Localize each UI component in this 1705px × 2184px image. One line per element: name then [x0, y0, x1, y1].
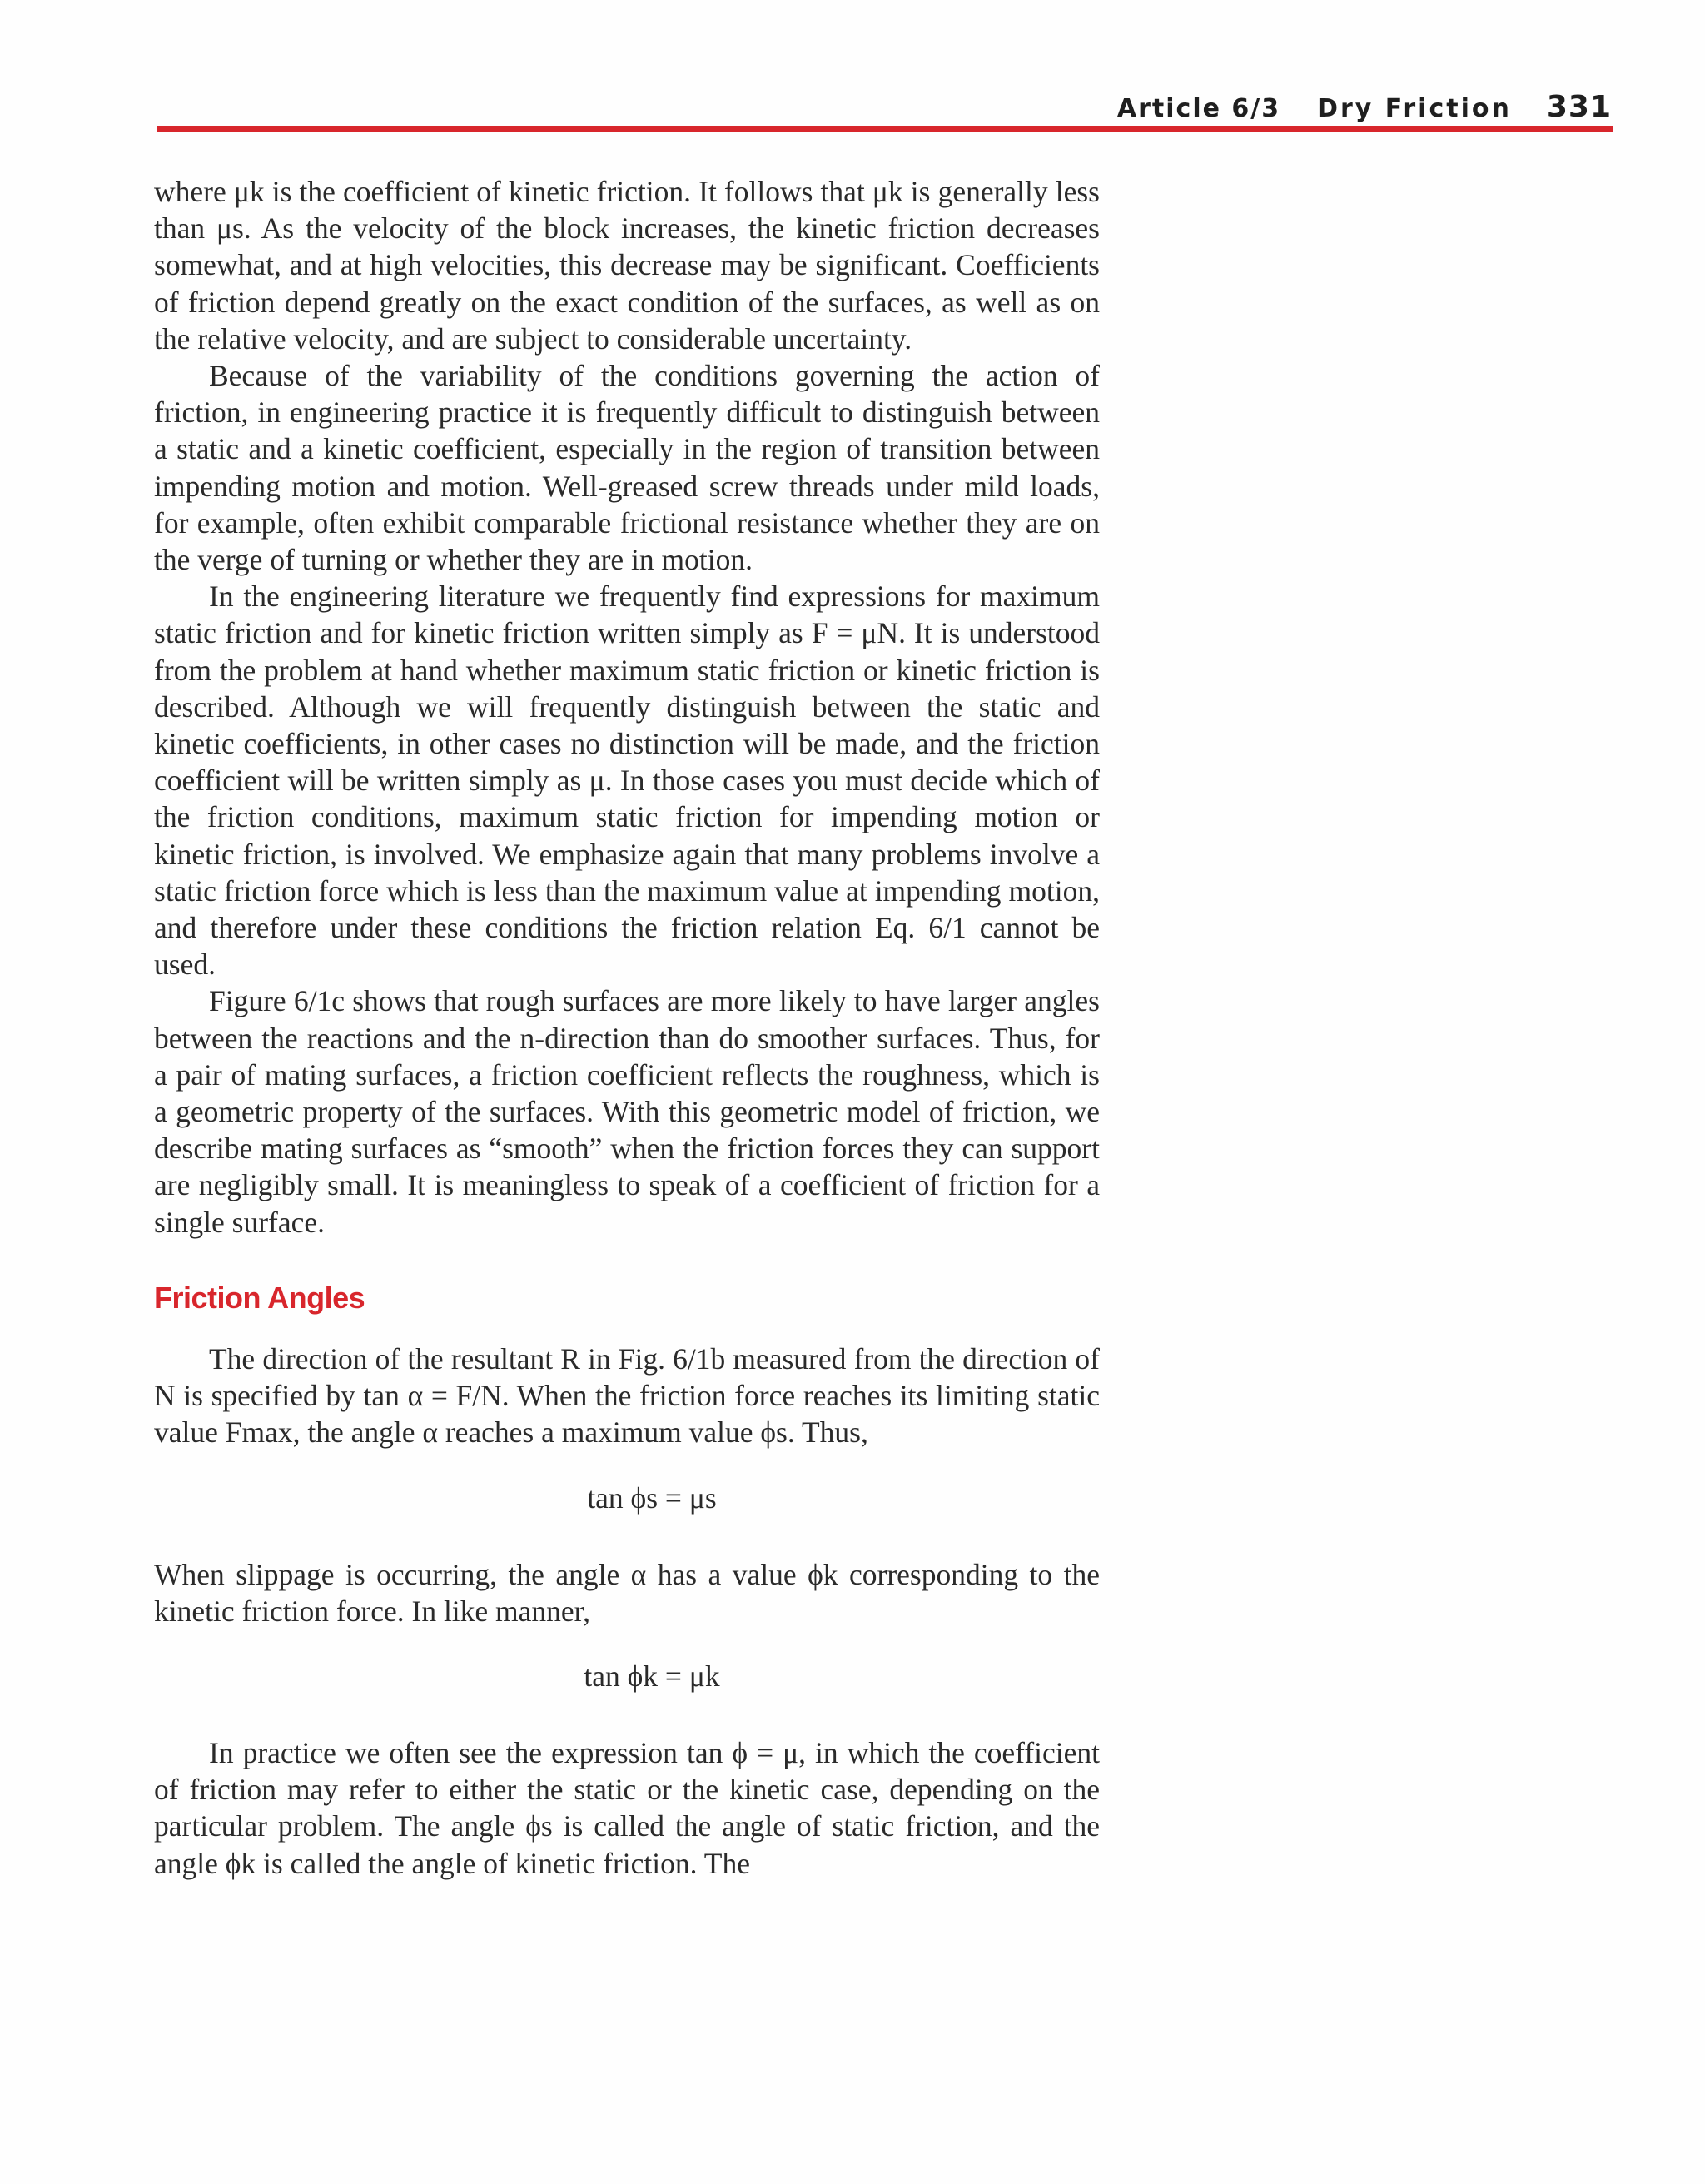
text-column — [154, 173, 1100, 1882]
page-number: 331 — [1546, 90, 1612, 124]
header-rule — [157, 126, 1613, 132]
equation-kinetic-friction-angle: tan ϕk = μk — [584, 1659, 720, 1693]
equation-static-friction-angle: tan ϕs = μs — [587, 1480, 717, 1515]
article-label: Article 6/3 — [1116, 94, 1281, 123]
paragraph-1: where μk is the coefficient of kinetic friction. It follows that μk is generally less than μs. As the velocity of the block increases, the kinetic friction decreases somewhat, and at high velocities, this decrease may be significant. Coefficients of friction depend greatly on the exact condition of the surfaces, as well as on the relative velocity, and are subject to considerable uncertainty. — [154, 175, 1100, 356]
running-header — [1117, 90, 1612, 124]
paragraph-2: Because of the variability of the conditions governing the action of friction, in engineering practice it is frequently difficult to distinguish between a static and a kinetic coefficient, especially in the region of transition between impending motion and motion. Well-greased screw threads under mild loads, for example, often exhibit comparable frictional resistance whether they are on the verge of turning or whether they are in motion. — [154, 359, 1100, 577]
section-heading: Friction Angles — [154, 1280, 365, 1315]
paragraph-4: Figure 6/1c shows that rough surfaces are more likely to have larger angles between the reactions and the n-direction than do smoother surfaces. Thus, for a pair of mating surfaces, a friction coefficient reflects the roughness, which is a geometric property of the surfaces. With this geometric model of friction, we describe mating surfaces as “smooth” when the friction forces they can support are negligibly small. It is meaningless to speak of a coefficient of friction for a single surface. — [154, 984, 1100, 1239]
paragraph-3: In the engineering literature we frequently find expressions for maximum static friction and for kinetic friction written simply as F = μN. It is understood from the problem at hand whether maximum static friction or kinetic friction is described. Although we will frequently distinguish between the static and kinetic coefficients, in other cases no distinction will be made, and the friction coefficient will be written simply as μ. In those cases you must decide which of the friction conditions, maximum static friction for impending motion or kinetic friction, is involved. We emphasize again that many problems involve a static friction force which is less than the maximum value at impending motion, and therefore under these conditions the friction relation Eq. 6/1 cannot be used. — [154, 580, 1100, 982]
paragraph-6: When slippage is occurring, the angle α has a value ϕk corresponding to the kinetic friction force. In like manner, — [154, 1557, 1100, 1628]
paragraph-5: The direction of the resultant R in Fig. 6/1b measured from the direction of N is specified by tan α = F/N. When the friction force reaches its limiting static value Fmax, the angle α reaches a maximum value ϕs. Thus, — [154, 1341, 1100, 1450]
paragraph-7: In practice we often see the expression tan ϕ = μ, in which the coefficient of friction may refer to either the static or the kinetic case, depending on the particular problem. The angle ϕs is called the angle of static friction, and the angle ϕk is called the angle of kinetic friction. The — [154, 1735, 1100, 1880]
section-title: Dry Friction — [1317, 94, 1512, 123]
